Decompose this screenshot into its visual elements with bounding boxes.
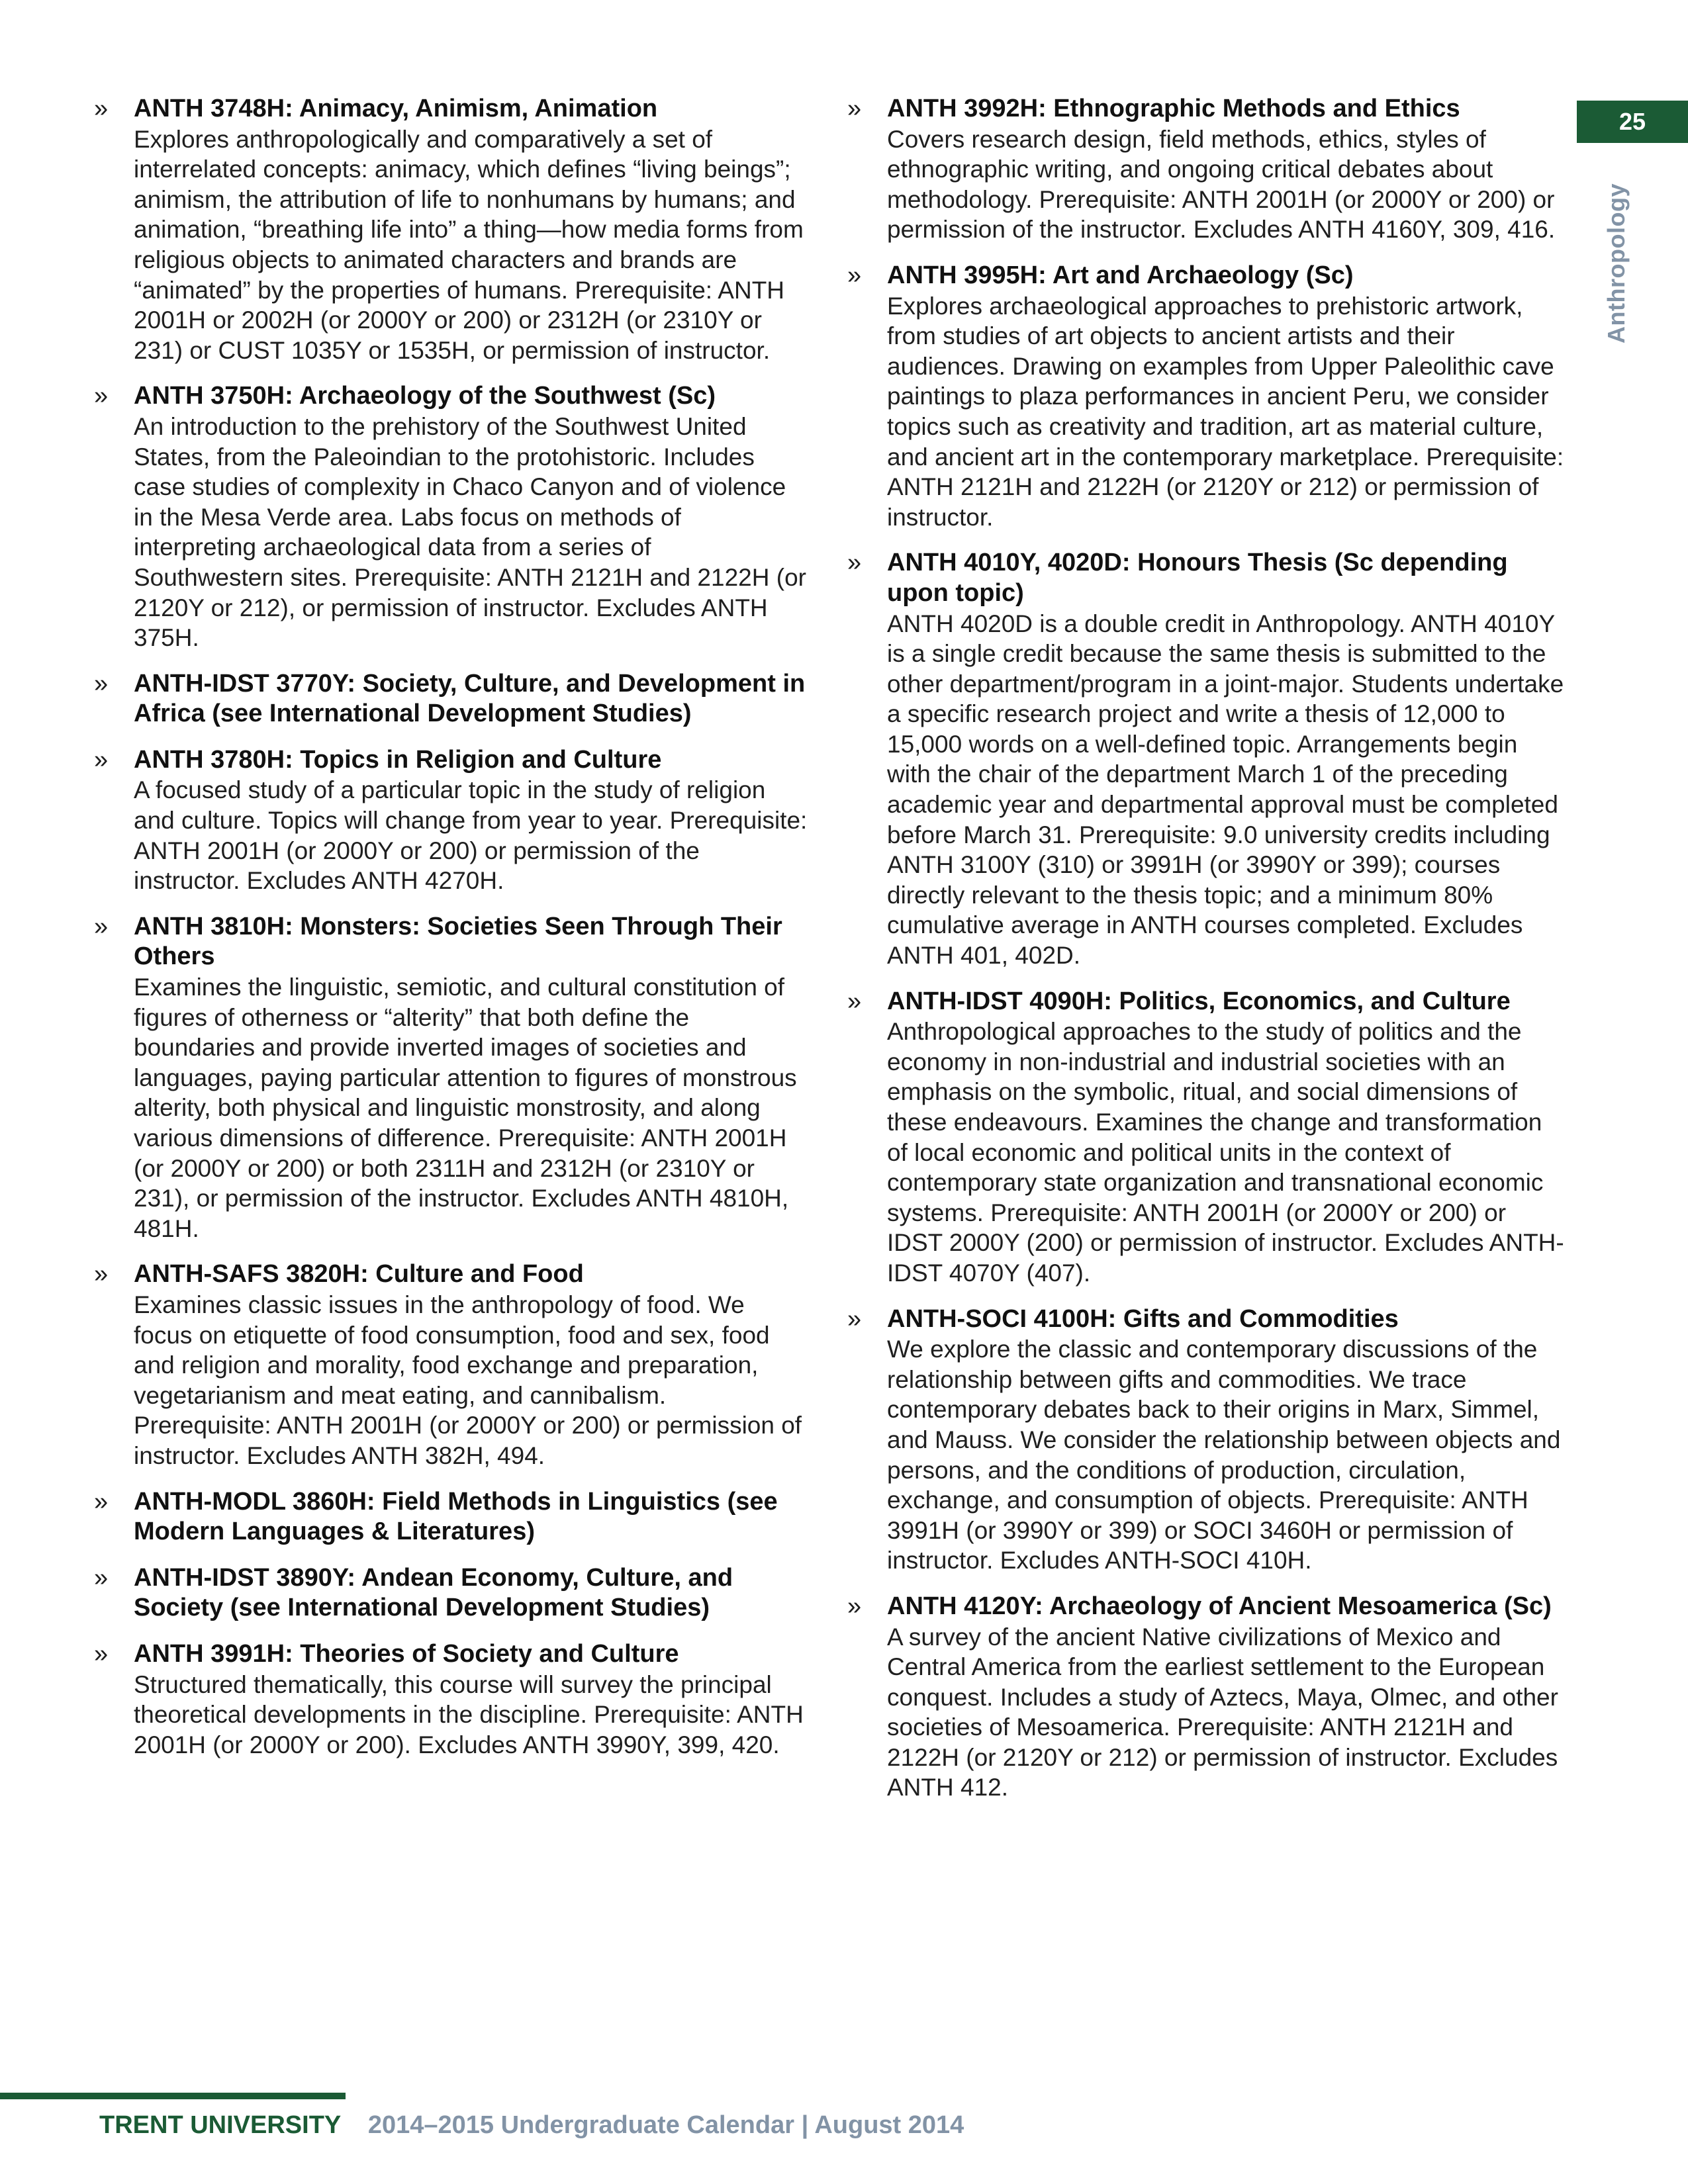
course-entry: [93, 381, 808, 653]
bullet-icon: »: [94, 745, 109, 774]
course-entry: [846, 261, 1568, 532]
bullet-icon: »: [847, 261, 862, 289]
course-description: Anthropological approaches to the study of politics and the economy in non-industrial and industrial societies with an emphasis on the symbolic, ritual, and social dimensions of these endeavours. Examines the change and transformation of local economic and political units in the context of contemporary state organization and transnational economic systems. Prerequisite: ANTH 2001H (or 2000Y or 200) or IDST 2000Y (200) or permission of instructor. Excludes ANTH-IDST 4070Y (407).: [887, 1018, 1564, 1287]
course-description: Explores anthropologically and comparatively a set of interrelated concepts: animacy, which defines “living beings”; animism, the attribution of life to nonhumans by humans; and animation, “breathing life into” a thing—how media forms from religious objects to animated characters and brands are “animated” by the properties of humans. Prerequisite: ANTH 2001H or 2002H (or 2000Y or 200) or 2312H (or 2310Y or 231) or CUST 1035Y or 1535H, or permission of instructor.: [134, 125, 804, 364]
course-description: Structured thematically, this course will survey the principal theoretical developments in the discipline. Prerequisite: ANTH 2001H (or 2000Y or 200). Excludes ANTH 3990Y, 399, 420.: [134, 1670, 804, 1758]
course-entry: [846, 94, 1568, 245]
course-description: Examines classic issues in the anthropology of food. We focus on etiquette of food consumption, food and sex, food and religion and morality, food exchange and preparation, vegetarianism and meat eating, and cannibalism. Prerequisite: ANTH 2001H (or 2000Y or 200) or permission of instructor. Excludes ANTH 382H, 494.: [134, 1291, 802, 1469]
course-description: A focused study of a particular topic in the study of religion and culture. Topics will change from year to year. Prerequisite: ANTH 2001H (or 2000Y or 200) or permission of the instructor. Excludes ANTH 4270H.: [134, 776, 808, 895]
course-title: ANTH 3995H: Art and Archaeology (Sc): [887, 261, 1354, 289]
bullet-icon: »: [847, 95, 862, 122]
course-title: ANTH-MODL 3860H: Field Methods in Linguistics (see Modern Languages & Literatures): [134, 1487, 778, 1546]
bullet-icon: »: [94, 912, 109, 940]
course-entry: [93, 1259, 808, 1471]
course-entry: [93, 1639, 808, 1760]
bullet-icon: »: [847, 549, 862, 577]
bullet-icon: »: [94, 95, 109, 122]
left-column: [93, 94, 808, 1776]
course-description: ANTH 4020D is a double credit in Anthropology. ANTH 4010Y is a single credit because the same thesis is submitted to the other department/program in a joint-major. Students undertake a specific research project and write a thesis of 12,000 to 15,000 words on a well-defined topic. Arrangements begin with the chair of the department March 1 of the preceding academic year and departmental approval must be completed before March 31. Prerequisite: 9.0 university credits including ANTH 3100Y (310) or 3991H (or 3990Y or 399); courses directly relevant to the thesis topic; and a minimum 80% cumulative average in ANTH courses completed. Excludes ANTH 401, 402D.: [887, 610, 1564, 970]
course-title: ANTH 3991H: Theories of Society and Culture: [134, 1639, 679, 1668]
course-entry: [93, 1563, 808, 1623]
footer-calendar: 2014–2015 Undergraduate Calendar | August 2014: [367, 2111, 964, 2139]
course-title: ANTH 3750H: Archaeology of the Southwest (Sc): [134, 382, 716, 410]
course-title: ANTH-SOCI 4100H: Gifts and Commodities: [887, 1304, 1399, 1333]
course-title: ANTH 4010Y, 4020D: Honours Thesis (Sc depending upon topic): [887, 549, 1508, 607]
course-title: ANTH-IDST 3770Y: Society, Culture, and Development in Africa (see International Development Studies): [134, 669, 806, 728]
course-entry: [846, 987, 1568, 1289]
right-column: [846, 94, 1568, 1819]
course-description: Examines the linguistic, semiotic, and cultural constitution of figures of otherness or “alterity” that both define the boundaries and provide inverted images of societies and languages, paying particular attention to figures of monstrous alterity, both physical and linguistic monstrosity, and along various dimensions of difference. Prerequisite: ANTH 2001H (or 2000Y or 200) or both 2311H and 2312H (or 2310Y or 231), or permission of the instructor. Excludes ANTH 4810H, 481H.: [134, 974, 797, 1242]
course-description: An introduction to the prehistory of the Southwest United States, from the Paleoindian to the protohistoric. Includes case studies of complexity in Chaco Canyon and of violence in the Mesa Verde area. Labs focus on methods of interpreting archaeological data from a series of Southwestern sites. Prerequisite: ANTH 2121H and 2122H (or 2120Y or 212), or permission of instructor. Excludes ANTH 375H.: [134, 412, 806, 652]
bullet-icon: »: [94, 669, 109, 698]
bullet-icon: »: [94, 382, 109, 410]
course-entry: [93, 745, 808, 896]
bullet-icon: »: [847, 1592, 862, 1620]
course-description: Explores archaeological approaches to prehistoric artwork, from studies of art objects to ancient artists and their audiences. Drawing on examples from Upper Paleolithic cave paintings to plaza performances in ancient Peru, we consider topics such as creativity and tradition, art as material culture, and ancient art in the contemporary marketplace. Prerequisite: ANTH 2121H and 2122H (or 2120Y or 212) or permission of instructor.: [887, 292, 1564, 531]
footer-university: TRENT UNIVERSITY: [99, 2111, 342, 2139]
course-entry: [93, 669, 808, 729]
course-title: ANTH-SAFS 3820H: Culture and Food: [134, 1260, 584, 1289]
course-entry: [93, 94, 808, 365]
footer: [99, 2111, 964, 2140]
footer-rule: [0, 2093, 346, 2099]
course-title: ANTH 3748H: Animacy, Animism, Animation: [134, 95, 658, 122]
course-entry: [846, 1592, 1568, 1803]
course-description: A survey of the ancient Native civilizations of Mexico and Central America from the earliest settlement to the European conquest. Includes a study of Aztecs, Maya, Olmec, and other societies of Mesoamerica. Prerequisite: ANTH 2121H and 2122H (or 2120Y or 212) or permission of instructor. Excludes ANTH 412.: [887, 1623, 1558, 1801]
bullet-icon: »: [847, 1304, 862, 1333]
course-entry: [846, 1304, 1568, 1576]
bullet-icon: »: [94, 1639, 109, 1668]
course-title: ANTH 4120Y: Archaeology of Ancient Mesoamerica (Sc): [887, 1592, 1552, 1620]
course-title: ANTH 3992H: Ethnographic Methods and Ethics: [887, 95, 1460, 122]
section-label: Anthropology: [1603, 183, 1630, 343]
bullet-icon: »: [94, 1487, 109, 1516]
course-title: ANTH 3810H: Monsters: Societies Seen Through Their Others: [134, 912, 782, 971]
section-tab: [1590, 164, 1643, 363]
course-title: ANTH-IDST 4090H: Politics, Economics, and Culture: [887, 987, 1511, 1015]
course-title: ANTH-IDST 3890Y: Andean Economy, Culture, and Society (see International Development Studies): [134, 1563, 733, 1622]
course-entry: [846, 548, 1568, 970]
page-number: 25: [1577, 101, 1688, 143]
course-title: ANTH 3780H: Topics in Religion and Culture: [134, 745, 662, 774]
course-description: Covers research design, field methods, ethics, styles of ethnographic writing, and ongoing critical debates about methodology. Prerequisite: ANTH 2001H (or 2000Y or 200) or permission of the instructor. Excludes ANTH 4160Y, 309, 416.: [887, 125, 1556, 244]
bullet-icon: »: [847, 987, 862, 1015]
course-description: We explore the classic and contemporary discussions of the relationship between gifts and commodities. We trace contemporary debates back to their origins in Marx, Simmel, and Mauss. We consider the relationship between objects and persons, and the conditions of production, circulation, exchange, and consumption of objects. Prerequisite: ANTH 3991H (or 3990Y or 399) or SOCI 3460H or permission of instructor. Excludes ANTH-SOCI 410H.: [887, 1336, 1561, 1574]
bullet-icon: »: [94, 1563, 109, 1592]
bullet-icon: »: [94, 1260, 109, 1289]
course-entry: [93, 1487, 808, 1547]
course-entry: [93, 912, 808, 1244]
